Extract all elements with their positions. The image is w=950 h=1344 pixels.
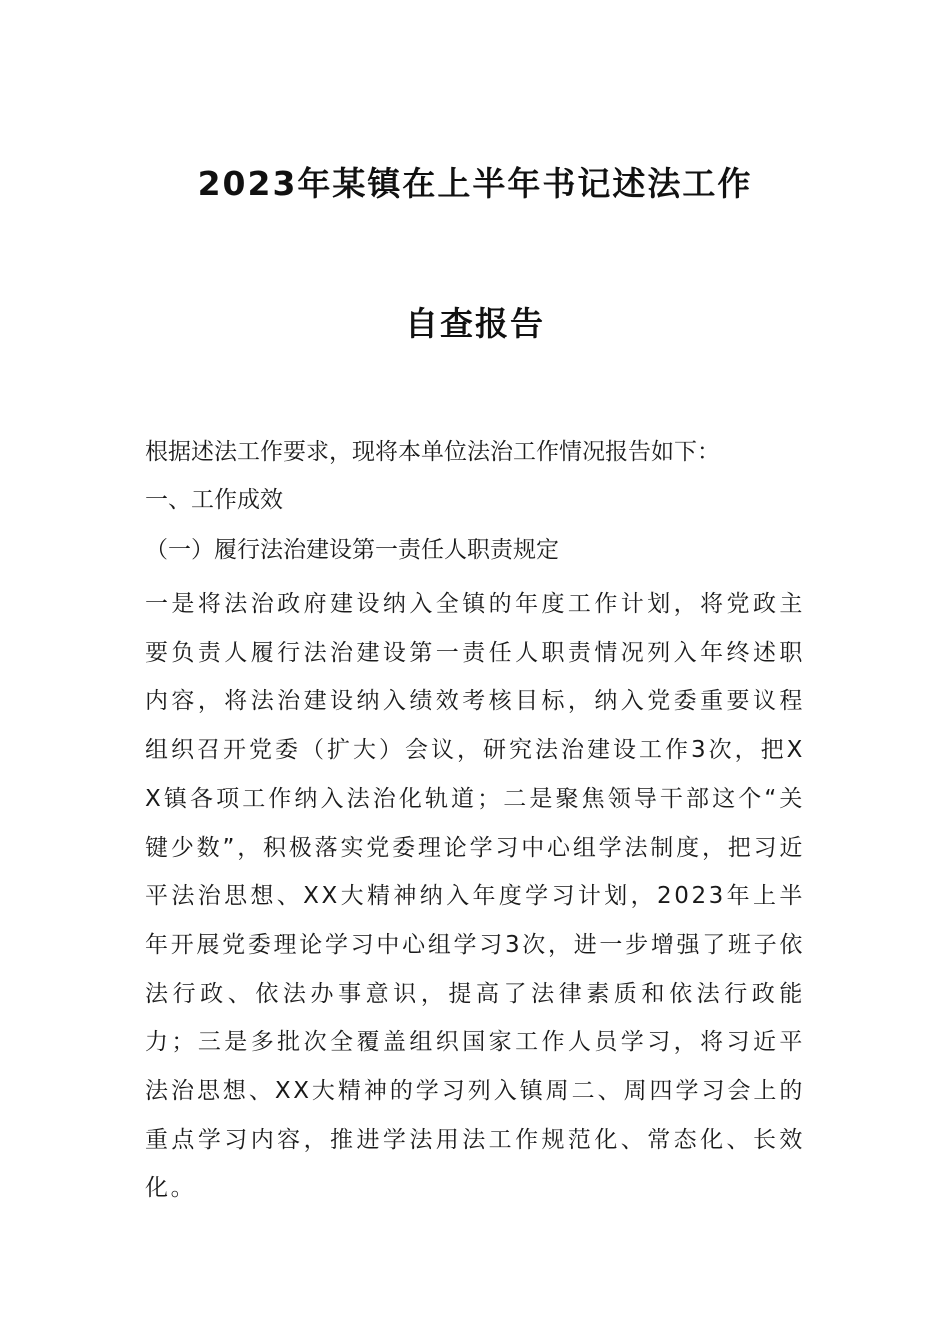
document-title-line-2: 自查报告 xyxy=(405,304,545,343)
subsection-heading: （一）履行法治建设第一责任人职责规定 xyxy=(145,537,559,563)
intro-paragraph: 根据述法工作要求，现将本单位法治工作情况报告如下： xyxy=(145,439,720,465)
section-heading: 一、工作成效 xyxy=(145,487,283,513)
body-paragraph: 一是将法治政府建设纳入全镇的年度工作计划，将党政主要负责人履行法治建设第一责任人职责情况列入年终述职内容，将法治建设纳入绩效考核目标，纳入党委重要议程组织召开党委（扩大）会议，研究法治建设工作3次，把XX镇各项工作纳入法治化轨道；二是聚焦领导干部这个“关键少数”，积极落实党委理论学习中心组学法制度，把习近平法治思想、XX大精神纳入年度学习计划，2023年上半年开展党委理论学习中心组学习3次，进一步增强了班子依法行政、依法办事意识，提高了法律素质和依法行政能力；三是多批次全覆盖组织国家工作人员学习，将习近平法治思想、XX大精神的学习列入镇周二、周四学习会上的重点学习内容，推进学法用法工作规范化、常态化、长效化。 xyxy=(145,591,805,1202)
document-title-line-1: 2023年某镇在上半年书记述法工作 xyxy=(197,164,753,203)
